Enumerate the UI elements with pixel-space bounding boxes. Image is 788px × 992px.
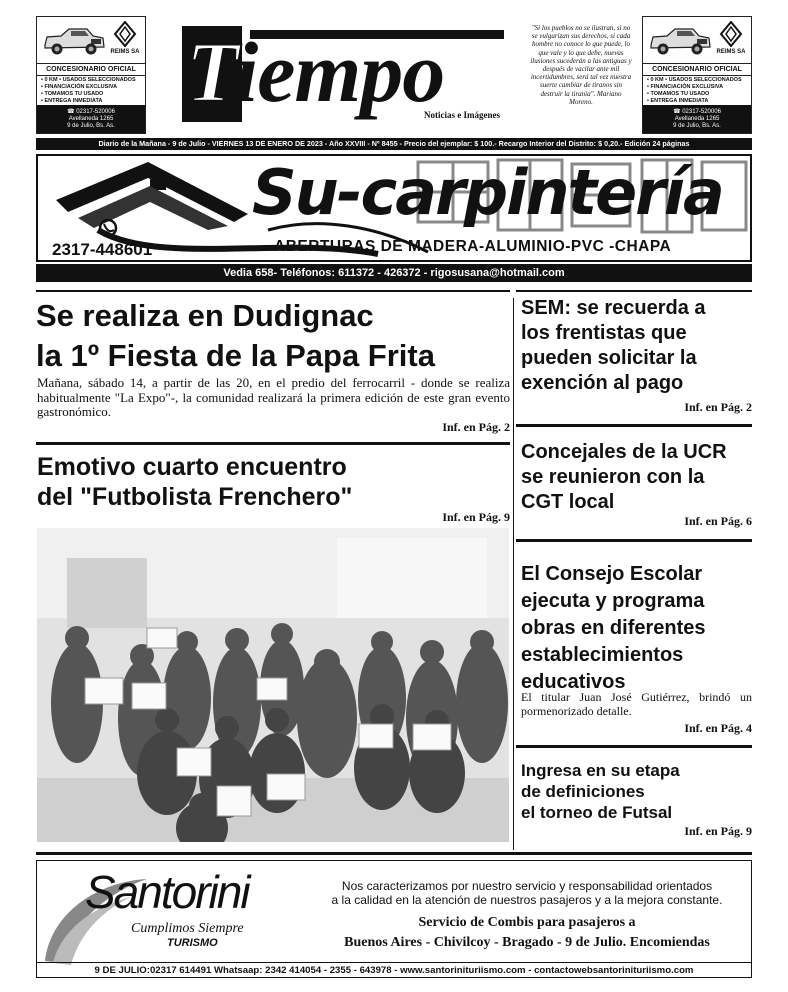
dealer-title: CONCESIONARIO OFICIAL	[37, 63, 145, 76]
santorini-slogan: Cumplimos Siempre	[131, 921, 244, 936]
carpinteria-ad[interactable]	[36, 154, 752, 262]
headline-line: educativos	[521, 671, 626, 693]
list-item: • 0 KM • USADOS SELECCIONADOS	[41, 77, 136, 83]
page-ref[interactable]: Inf. en Pág. 2	[684, 400, 752, 414]
dealer-brand: REIMS SA	[716, 49, 746, 55]
dealer-brand: REIMS SA	[110, 49, 140, 55]
divider	[516, 539, 752, 542]
list-item: • FINANCIACIÓN EXCLUSIVA	[647, 84, 724, 90]
headline-consejo[interactable]	[521, 561, 706, 696]
list-item: • FINANCIACIÓN EXCLUSIVA	[41, 84, 118, 90]
divider	[516, 745, 752, 748]
santorini-routes: Buenos Aires - Chivilcoy - Bragado - 9 de Julio. Encomiendas	[344, 935, 710, 950]
headline-line: Ingresa en su etapa	[521, 761, 680, 780]
page-ref[interactable]: Inf. en Pág. 2	[442, 420, 510, 434]
divider	[516, 424, 752, 427]
carpinteria-products: ABERTURAS DE MADERA-ALUMINIO-PVC -CHAPA	[274, 238, 672, 255]
dealer-ad-left[interactable]	[36, 16, 146, 134]
dealer-phone: ☎ 02317-520006	[673, 109, 721, 115]
headline-line: exención al pago	[521, 372, 684, 394]
santorini-turismo: TURISMO	[167, 937, 218, 949]
dealer-list	[41, 77, 136, 105]
divider	[36, 290, 510, 292]
headline-line: la 1º Fiesta de la Papa Frita	[36, 338, 435, 373]
newspaper-tagline: Noticias e Imágenes	[424, 110, 500, 120]
dealer-ad-right[interactable]	[642, 16, 752, 134]
page-ref[interactable]: Inf. en Pág. 9	[684, 824, 752, 838]
logo-rest: iempo	[234, 24, 445, 120]
photo-futbolistas[interactable]	[37, 528, 509, 842]
carpinteria-contact[interactable]: Vedia 658- Teléfonos: 611372 - 426372 - rigosusana@hotmail.com	[36, 264, 752, 282]
headline-line: Emotivo cuarto encuentro	[37, 453, 347, 481]
headline-line: los frentistas que	[521, 322, 687, 344]
divider	[516, 290, 752, 292]
masthead-quote: "Si los pueblos no se ilustran, si no se vulgarizan sus derechos, si cada hombre no conoce lo que puede, lo que vale y lo que debe, nuevas ilusiones sucederán a las antiguas y después de vacilar ante mil incertidumbres, será tal vez nuestra suerte cambiar de tiranos sin destruir la tiranía". Mariano Moreno.	[530, 24, 632, 106]
carpinteria-phone[interactable]: 2317-448601	[52, 240, 153, 259]
headline-sem[interactable]	[521, 296, 706, 396]
santorini-description	[307, 879, 747, 907]
dealer-contact	[643, 105, 751, 133]
dealer-phone: ☎ 02317-520006	[67, 109, 115, 115]
divider	[36, 852, 752, 855]
description-line: a la calidad en la atención de nuestros pasajeros y a la mejora constante.	[331, 893, 723, 907]
dealer-list	[647, 77, 742, 105]
list-item: • 0 KM • USADOS SELECCIONADOS	[647, 77, 742, 83]
dealer-address: Avellaneda 1265	[68, 116, 114, 122]
article-body-papa-frita: Mañana, sábado 14, a partir de las 20, en el predio del ferrocarril - donde se realiza habitualmente "La Expo"-, la comunidad realizará la primera edición de este gran evento gastronómico.	[37, 375, 510, 419]
santorini-ad[interactable]	[36, 860, 752, 978]
renault-logo-icon	[113, 21, 137, 47]
pickup-truck-icon	[647, 23, 713, 57]
headline-futsal[interactable]	[521, 760, 680, 823]
headline-papa-frita[interactable]	[36, 296, 435, 376]
dealer-contact	[37, 105, 145, 133]
dealer-address: Avellaneda 1265	[674, 116, 720, 122]
group-photo-graphic	[37, 528, 509, 842]
headline-futbolista[interactable]	[37, 452, 352, 512]
page-ref[interactable]: Inf. en Pág. 9	[442, 510, 510, 524]
santorini-name: Santorini	[85, 866, 249, 918]
headline-concejales[interactable]	[521, 440, 727, 515]
list-item: • ENTREGA INMEDIATA	[647, 98, 709, 104]
headline-line: el torneo de Futsal	[521, 803, 673, 822]
list-item: • ENTREGA INMEDIATA	[41, 98, 103, 104]
headline-line: establecimientos	[521, 644, 684, 666]
headline-line: SEM: se recuerda a	[521, 297, 706, 319]
list-item: • TOMAMOS TU USADO	[647, 91, 710, 97]
carpinteria-name: Su-carpintería	[252, 156, 723, 229]
dealer-city: 9 de Julio, Bs. As.	[67, 123, 115, 129]
headline-line: Se realiza en Dudignac	[36, 298, 374, 333]
description-line: Nos caracterizamos por nuestro servicio y responsabilidad orientados	[341, 879, 713, 893]
column-divider	[513, 298, 514, 850]
dealer-title: CONCESIONARIO OFICIAL	[643, 63, 751, 76]
renault-logo-icon	[719, 21, 743, 47]
headline-line: ejecuta y programa	[521, 590, 705, 612]
headline-line: Concejales de la UCR	[521, 441, 727, 463]
page-ref[interactable]: Inf. en Pág. 4	[684, 721, 752, 735]
logo-first-letter: T	[186, 24, 235, 120]
headline-line: CGT local	[521, 491, 615, 513]
dealer-city: 9 de Julio, Bs. As.	[673, 123, 721, 129]
page-ref[interactable]: Inf. en Pág. 6	[684, 514, 752, 528]
santorini-service: Servicio de Combis para pasajeros a	[418, 915, 636, 930]
list-item: • TOMAMOS TU USADO	[41, 91, 104, 97]
headline-line: de definiciones	[521, 782, 645, 801]
divider	[36, 442, 510, 445]
headline-line: del "Futbolista Frenchero"	[37, 483, 353, 511]
santorini-contact[interactable]: 9 DE JULIO:02317 614491 Whatsaap: 2342 414054 - 2355 - 643978 - www.santorinituriismo.com - contactowebsantorinituriismo.com	[37, 962, 751, 977]
headline-line: El Consejo Escolar	[521, 563, 703, 585]
pickup-truck-icon	[41, 23, 107, 57]
headline-line: pueden solicitar la	[521, 347, 697, 369]
headline-line: obras en diferentes	[521, 617, 706, 639]
edition-info-bar: Diario de la Mañana - 9 de Julio - VIERNES 13 DE ENERO DE 2023 - Año XXVIII - Nº 8455 - Precio del ejemplar: $ 100.- Recargo Interior del Distrito: $ 0,20.- Edición 24 páginas	[36, 138, 752, 150]
article-body-consejo: El titular Juan José Gutiérrez, brindó un pormenorizado detalle.	[521, 690, 752, 718]
headline-line: se reunieron con la	[521, 466, 705, 488]
newspaper-logo[interactable]	[186, 24, 444, 120]
